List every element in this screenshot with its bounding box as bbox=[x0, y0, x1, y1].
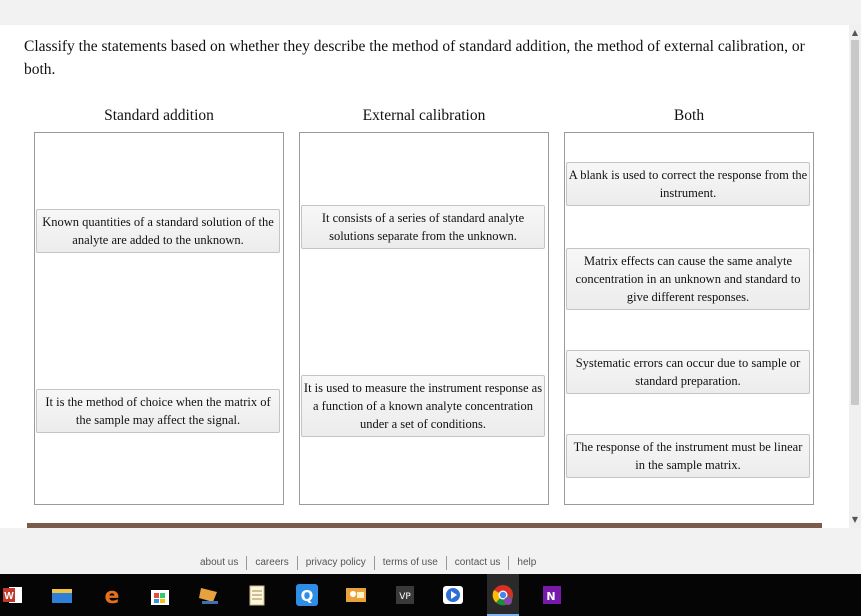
scrollbar-thumb[interactable] bbox=[851, 40, 859, 405]
question-panel bbox=[0, 25, 849, 528]
statement-card[interactable]: Known quantities of a standard solution of the analyte are added to the unknown. bbox=[36, 209, 280, 253]
statement-card[interactable]: Matrix effects can cause the same analyte concentration in an unknown and standard to give different responses. bbox=[566, 248, 810, 310]
svg-text:N: N bbox=[546, 590, 556, 603]
column-heading-external-calibration: External calibration bbox=[362, 107, 486, 124]
footer-link-privacy-policy[interactable]: privacy policy bbox=[298, 556, 375, 570]
footer-link-help[interactable]: help bbox=[517, 557, 537, 568]
vertical-scrollbar[interactable] bbox=[849, 25, 861, 528]
statement-card[interactable]: It consists of a series of standard analyte solutions separate from the unknown. bbox=[301, 205, 545, 249]
scroll-down-icon[interactable]: ▼ bbox=[851, 515, 859, 524]
notepad-icon[interactable] bbox=[246, 584, 268, 606]
statement-card[interactable]: It is used to measure the instrument response as a function of a known analyte concentration under a set of conditions. bbox=[301, 375, 545, 437]
footer-link-terms-of-use[interactable]: terms of use bbox=[375, 556, 447, 570]
drop-zone-external-calibration[interactable] bbox=[299, 132, 549, 505]
statement-card[interactable]: Systematic errors can occur due to sample or standard preparation. bbox=[566, 350, 810, 394]
vpn-icon[interactable] bbox=[394, 584, 416, 606]
chrome-icon[interactable] bbox=[492, 584, 514, 606]
statement-card[interactable]: It is the method of choice when the matrix of the sample may affect the signal. bbox=[36, 389, 280, 433]
scroll-up-icon[interactable]: ▲ bbox=[851, 28, 859, 37]
drop-zone-both[interactable] bbox=[564, 132, 814, 505]
svg-text:W: W bbox=[4, 591, 14, 602]
word-icon[interactable] bbox=[2, 584, 24, 606]
photos-icon[interactable] bbox=[345, 584, 367, 606]
footer-link-careers[interactable]: careers bbox=[247, 556, 297, 570]
svg-text:e: e bbox=[104, 584, 120, 606]
statement-card[interactable]: The response of the instrument must be linear in the sample matrix. bbox=[566, 434, 810, 478]
store-icon[interactable] bbox=[149, 584, 171, 606]
column-heading-standard-addition: Standard addition bbox=[104, 107, 214, 124]
page-footer bbox=[0, 528, 861, 574]
svg-text:VP: VP bbox=[399, 592, 411, 602]
footer-links bbox=[192, 554, 544, 572]
windows-taskbar bbox=[0, 574, 861, 616]
drop-zone-standard-addition[interactable] bbox=[34, 132, 284, 505]
media-player-icon[interactable] bbox=[442, 584, 464, 606]
browser-top-strip bbox=[0, 0, 861, 25]
quicktime-icon[interactable] bbox=[296, 584, 318, 606]
footer-link-contact-us[interactable]: contact us bbox=[447, 556, 510, 570]
file-explorer-icon[interactable] bbox=[51, 584, 73, 606]
desktop-app-icon[interactable] bbox=[198, 584, 220, 606]
question-prompt: Classify the statements based on whether they describe the method of standard addition, the method of external calibration, or both. bbox=[24, 38, 805, 78]
column-heading-both: Both bbox=[673, 107, 705, 124]
footer-link-about-us[interactable]: about us bbox=[192, 556, 247, 570]
svg-text:Q: Q bbox=[300, 587, 314, 605]
statement-card[interactable]: A blank is used to correct the response from the instrument. bbox=[566, 162, 810, 206]
edge-icon[interactable] bbox=[101, 584, 123, 606]
onenote-icon[interactable] bbox=[541, 584, 563, 606]
